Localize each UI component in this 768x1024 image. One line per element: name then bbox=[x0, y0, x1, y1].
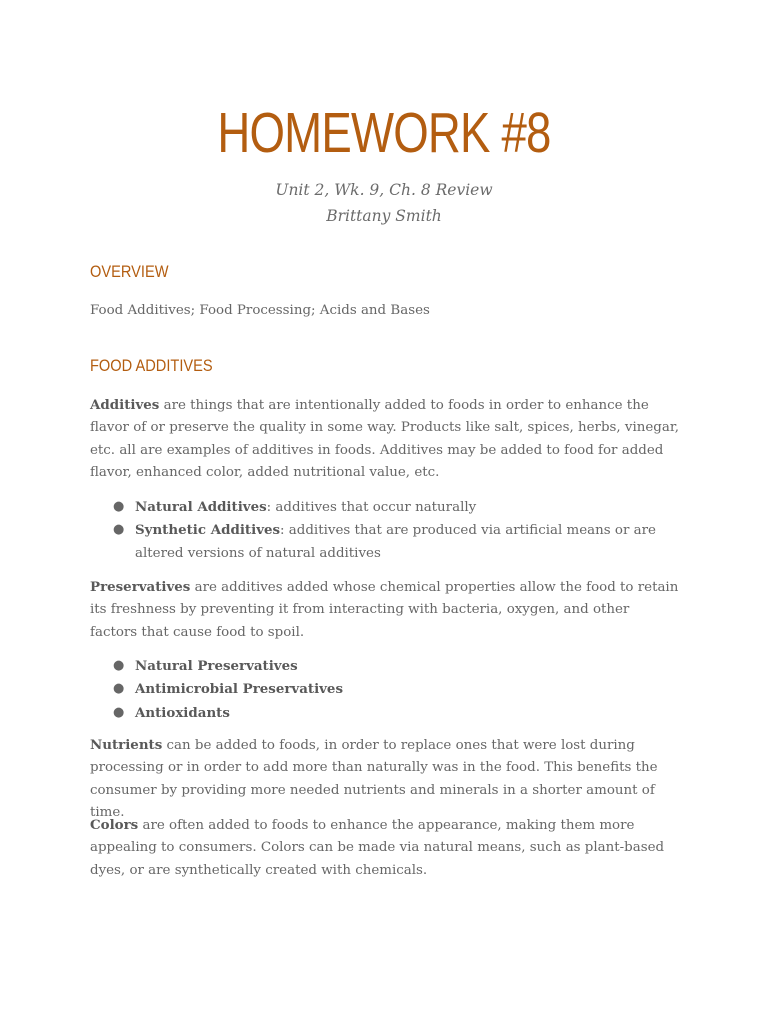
list-item bbox=[90, 702, 680, 725]
nutrients-text: can be added to foods, in order to replace ones that were lost during processing or in order to add more than naturally was in the food. This benefits the consumer by providing more needed nutrients and minerals in a shorter amount of time. bbox=[90, 738, 658, 820]
list-item-desc: : additives that are produced via artificial means or are altered versions of natural additives bbox=[135, 523, 656, 561]
document-author: Brittany Smith bbox=[326, 207, 442, 225]
list-item-term: Natural Preservatives bbox=[135, 658, 298, 674]
bullet-icon: ● bbox=[113, 499, 125, 514]
nutrients-term: Nutrients bbox=[90, 737, 163, 753]
nutrients-paragraph bbox=[90, 734, 680, 824]
colors-text: are often added to foods to enhance the appearance, making them more appealing to consumers. Colors can be made via natural means, such as plant-based dyes, or are synthetically created with chemicals. bbox=[90, 818, 665, 878]
list-item bbox=[90, 496, 680, 519]
list-item bbox=[90, 519, 680, 565]
document-subtitle: Unit 2, Wk. 9, Ch. 8 Review bbox=[275, 181, 493, 199]
list-item-term: Natural Additives bbox=[135, 499, 267, 515]
overview-heading: OVERVIEW bbox=[90, 262, 169, 281]
colors-paragraph bbox=[90, 814, 680, 882]
additive-types-list bbox=[90, 496, 680, 565]
list-item bbox=[90, 655, 680, 678]
additives-paragraph bbox=[90, 394, 680, 484]
preservatives-text: are additives added whose chemical properties allow the food to retain its freshness by preventing it from interacting with bacteria, oxygen, and other factors that cause food to spoil. bbox=[90, 580, 679, 640]
list-item-desc: : additives that occur naturally bbox=[266, 500, 477, 515]
food-additives-heading: FOOD ADDITIVES bbox=[90, 356, 213, 375]
list-item bbox=[90, 678, 680, 701]
document-title: HOMEWORK #8 bbox=[217, 101, 551, 165]
list-item-term: Antimicrobial Preservatives bbox=[135, 681, 343, 698]
overview-text: Food Additives; Food Processing; Acids and Bases bbox=[90, 303, 430, 318]
preservatives-term: Preservatives bbox=[90, 579, 191, 595]
bullet-icon: ● bbox=[113, 522, 125, 538]
additives-term: Additives bbox=[90, 397, 160, 413]
additives-text: are things that are intentionally added to foods in order to enhance the flavor of or preserve the quality in some way. Products like salt, spices, herbs, vinegar, etc. all are examples of additives in foods. Additives may be added to food for added flavor, enhanced color, added nutritional value, etc. bbox=[90, 398, 680, 480]
preservative-types-list bbox=[90, 655, 680, 725]
bullet-icon: ● bbox=[113, 658, 125, 673]
bullet-icon: ● bbox=[113, 681, 125, 697]
colors-term: Colors bbox=[90, 817, 139, 833]
bullet-icon: ● bbox=[113, 704, 125, 720]
list-item-term: Antioxidants bbox=[135, 704, 230, 721]
preservatives-paragraph bbox=[90, 576, 680, 644]
list-item-term: Synthetic Additives bbox=[135, 522, 281, 539]
